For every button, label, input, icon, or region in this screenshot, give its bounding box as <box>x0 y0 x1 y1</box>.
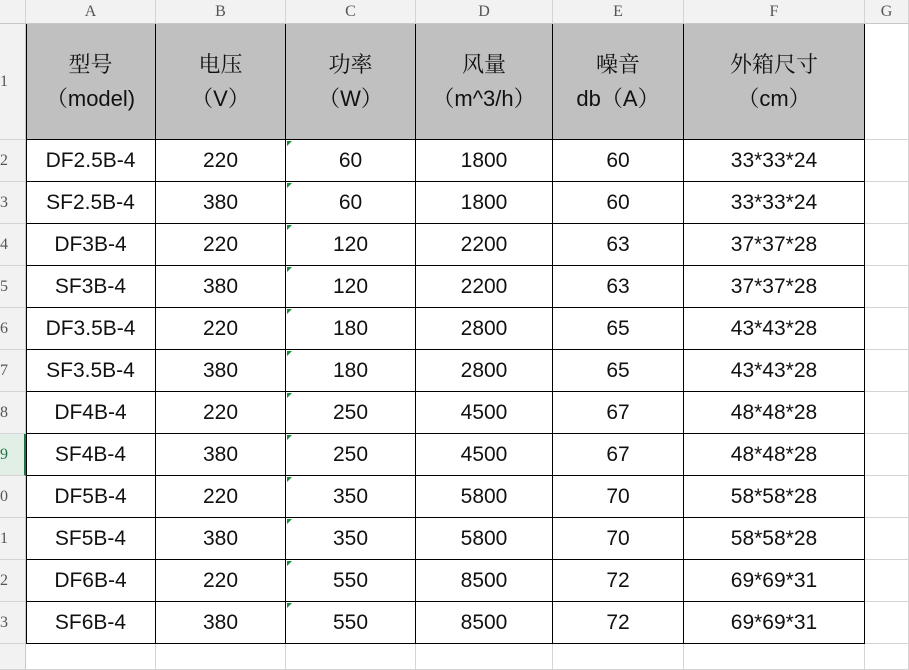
empty-cell[interactable] <box>286 644 416 670</box>
empty-cell[interactable] <box>865 308 909 350</box>
column-header-e[interactable]: E <box>553 0 684 24</box>
table-cell[interactable]: 48*48*28 <box>684 434 865 476</box>
table-cell[interactable]: 8500 <box>416 602 553 644</box>
table-cell[interactable]: 350 <box>286 476 416 518</box>
number-as-text-indicator <box>287 477 292 482</box>
empty-cell[interactable] <box>26 644 156 670</box>
row-header-7[interactable]: 7 <box>0 350 26 392</box>
number-as-text-indicator <box>287 519 292 524</box>
table-cell[interactable]: 60 <box>553 182 684 224</box>
header-label: 噪音 <box>595 51 640 77</box>
header-unit: （model) <box>45 85 136 111</box>
table-cell[interactable]: DF6B-4 <box>26 560 156 602</box>
number-as-text-indicator <box>287 225 292 230</box>
row-header-13[interactable]: 3 <box>0 602 26 644</box>
empty-cell[interactable] <box>865 140 909 182</box>
header-unit: （V） <box>191 85 250 111</box>
table-cell[interactable]: 70 <box>553 476 684 518</box>
number-as-text-indicator <box>287 435 292 440</box>
table-cell[interactable]: SF2.5B-4 <box>26 182 156 224</box>
header-unit: （m^3/h） <box>432 85 536 111</box>
table-cell[interactable]: DF3B-4 <box>26 224 156 266</box>
header-unit: （cm） <box>737 85 811 111</box>
table-cell[interactable]: 250 <box>286 392 416 434</box>
table-cell[interactable]: 220 <box>156 224 286 266</box>
table-cell[interactable]: 63 <box>553 224 684 266</box>
table-cell[interactable]: 67 <box>553 434 684 476</box>
table-cell[interactable]: 2800 <box>416 308 553 350</box>
empty-cell[interactable] <box>865 476 909 518</box>
table-cell[interactable]: 220 <box>156 392 286 434</box>
table-cell[interactable]: SF3.5B-4 <box>26 350 156 392</box>
column-header-c[interactable]: C <box>286 0 416 24</box>
table-header-cell[interactable] <box>156 24 286 140</box>
table-cell[interactable]: SF6B-4 <box>26 602 156 644</box>
header-label: 功率 <box>328 51 373 77</box>
row-header-5[interactable]: 5 <box>0 266 26 308</box>
table-cell[interactable]: 37*37*28 <box>684 224 865 266</box>
table-header-cell[interactable] <box>26 24 156 140</box>
row-header-12[interactable]: 2 <box>0 560 26 602</box>
column-header-d[interactable]: D <box>416 0 553 24</box>
table-cell[interactable]: 220 <box>156 476 286 518</box>
empty-cell[interactable] <box>865 224 909 266</box>
empty-cell[interactable] <box>865 350 909 392</box>
table-cell[interactable]: 8500 <box>416 560 553 602</box>
table-cell[interactable]: 5800 <box>416 476 553 518</box>
number-as-text-indicator <box>287 309 292 314</box>
number-as-text-indicator <box>287 183 292 188</box>
table-cell[interactable]: 350 <box>286 518 416 560</box>
table-cell[interactable]: 33*33*24 <box>684 140 865 182</box>
table-cell[interactable]: 67 <box>553 392 684 434</box>
table-cell[interactable]: 220 <box>156 140 286 182</box>
empty-cell[interactable] <box>156 644 286 670</box>
table-cell[interactable]: 63 <box>553 266 684 308</box>
row-header-2[interactable]: 2 <box>0 140 26 182</box>
empty-cell[interactable] <box>865 266 909 308</box>
table-cell[interactable]: SF5B-4 <box>26 518 156 560</box>
row-header-6[interactable]: 6 <box>0 308 26 350</box>
table-cell[interactable]: 43*43*28 <box>684 350 865 392</box>
table-cell[interactable]: 60 <box>553 140 684 182</box>
table-cell[interactable]: 72 <box>553 602 684 644</box>
table-cell[interactable]: 180 <box>286 308 416 350</box>
select-all-corner[interactable] <box>0 0 26 24</box>
empty-cell[interactable] <box>865 24 909 140</box>
table-left-border <box>26 24 27 644</box>
table-cell[interactable]: 380 <box>156 434 286 476</box>
row-header-9[interactable]: 9 <box>0 434 26 476</box>
empty-cell[interactable] <box>865 392 909 434</box>
table-cell[interactable]: 1800 <box>416 182 553 224</box>
table-cell[interactable]: 120 <box>286 266 416 308</box>
table-header-cell[interactable] <box>416 24 553 140</box>
table-cell[interactable]: 380 <box>156 266 286 308</box>
number-as-text-indicator <box>287 351 292 356</box>
table-cell[interactable]: 37*37*28 <box>684 266 865 308</box>
row-header-4[interactable]: 4 <box>0 224 26 266</box>
table-cell[interactable]: 220 <box>156 308 286 350</box>
header-label: 电压 <box>198 51 243 77</box>
table-cell[interactable]: 2200 <box>416 266 553 308</box>
empty-cell[interactable] <box>865 644 909 670</box>
row-header-11[interactable]: 1 <box>0 518 26 560</box>
empty-cell[interactable] <box>553 644 684 670</box>
table-cell[interactable]: 60 <box>286 182 416 224</box>
column-header-g[interactable]: G <box>865 0 909 24</box>
table-header-cell[interactable] <box>286 24 416 140</box>
table-cell[interactable]: 2200 <box>416 224 553 266</box>
number-as-text-indicator <box>287 561 292 566</box>
table-cell[interactable]: 220 <box>156 560 286 602</box>
table-cell[interactable]: 380 <box>156 182 286 224</box>
empty-cell[interactable] <box>865 602 909 644</box>
table-header-cell[interactable] <box>553 24 684 140</box>
column-header-f[interactable]: F <box>684 0 865 24</box>
table-cell[interactable]: DF4B-4 <box>26 392 156 434</box>
header-label: 外箱尺寸 <box>729 51 818 77</box>
empty-cell[interactable] <box>865 434 909 476</box>
empty-cell[interactable] <box>416 644 553 670</box>
number-as-text-indicator <box>287 141 292 146</box>
header-label: 风量 <box>461 51 506 77</box>
table-cell[interactable]: DF2.5B-4 <box>26 140 156 182</box>
table-cell[interactable]: 4500 <box>416 434 553 476</box>
table-cell[interactable]: 550 <box>286 560 416 602</box>
header-label: 型号 <box>68 51 113 77</box>
table-cell[interactable]: 4500 <box>416 392 553 434</box>
table-cell[interactable]: 250 <box>286 434 416 476</box>
number-as-text-indicator <box>287 393 292 398</box>
table-cell[interactable]: 60 <box>286 140 416 182</box>
number-as-text-indicator <box>287 603 292 608</box>
column-header-b[interactable]: B <box>156 0 286 24</box>
table-cell[interactable]: 380 <box>156 602 286 644</box>
empty-cell[interactable] <box>865 560 909 602</box>
table-cell[interactable]: 69*69*31 <box>684 560 865 602</box>
table-cell[interactable]: 69*69*31 <box>684 602 865 644</box>
table-cell[interactable]: 58*58*28 <box>684 476 865 518</box>
row-header-8[interactable]: 8 <box>0 392 26 434</box>
table-cell[interactable]: 33*33*24 <box>684 182 865 224</box>
number-as-text-indicator <box>287 267 292 272</box>
table-cell[interactable]: 43*43*28 <box>684 308 865 350</box>
header-unit: （W） <box>318 85 383 111</box>
table-cell[interactable]: 58*58*28 <box>684 518 865 560</box>
header-unit: db（A） <box>576 85 660 111</box>
table-cell[interactable]: 180 <box>286 350 416 392</box>
table-cell[interactable]: 1800 <box>416 140 553 182</box>
table-cell[interactable]: 65 <box>553 308 684 350</box>
column-header-a[interactable]: A <box>26 0 156 24</box>
table-cell[interactable]: 380 <box>156 518 286 560</box>
empty-cell[interactable] <box>684 644 865 670</box>
table-cell[interactable]: DF3.5B-4 <box>26 308 156 350</box>
table-cell[interactable]: 550 <box>286 602 416 644</box>
table-cell[interactable]: 5800 <box>416 518 553 560</box>
table-cell[interactable]: 70 <box>553 518 684 560</box>
table-cell[interactable]: 120 <box>286 224 416 266</box>
table-cell[interactable]: DF5B-4 <box>26 476 156 518</box>
row-header-3[interactable]: 3 <box>0 182 26 224</box>
empty-cell[interactable] <box>865 182 909 224</box>
table-cell[interactable]: 2800 <box>416 350 553 392</box>
table-cell[interactable]: 48*48*28 <box>684 392 865 434</box>
table-cell[interactable]: 72 <box>553 560 684 602</box>
empty-cell[interactable] <box>865 518 909 560</box>
table-header-cell[interactable] <box>684 24 865 140</box>
table-cell[interactable]: SF4B-4 <box>26 434 156 476</box>
table-cell[interactable]: 380 <box>156 350 286 392</box>
row-header-10[interactable]: 0 <box>0 476 26 518</box>
table-cell[interactable]: 65 <box>553 350 684 392</box>
table-cell[interactable]: SF3B-4 <box>26 266 156 308</box>
row-header-1[interactable]: 1 <box>0 24 26 140</box>
row-header-14[interactable] <box>0 644 26 670</box>
